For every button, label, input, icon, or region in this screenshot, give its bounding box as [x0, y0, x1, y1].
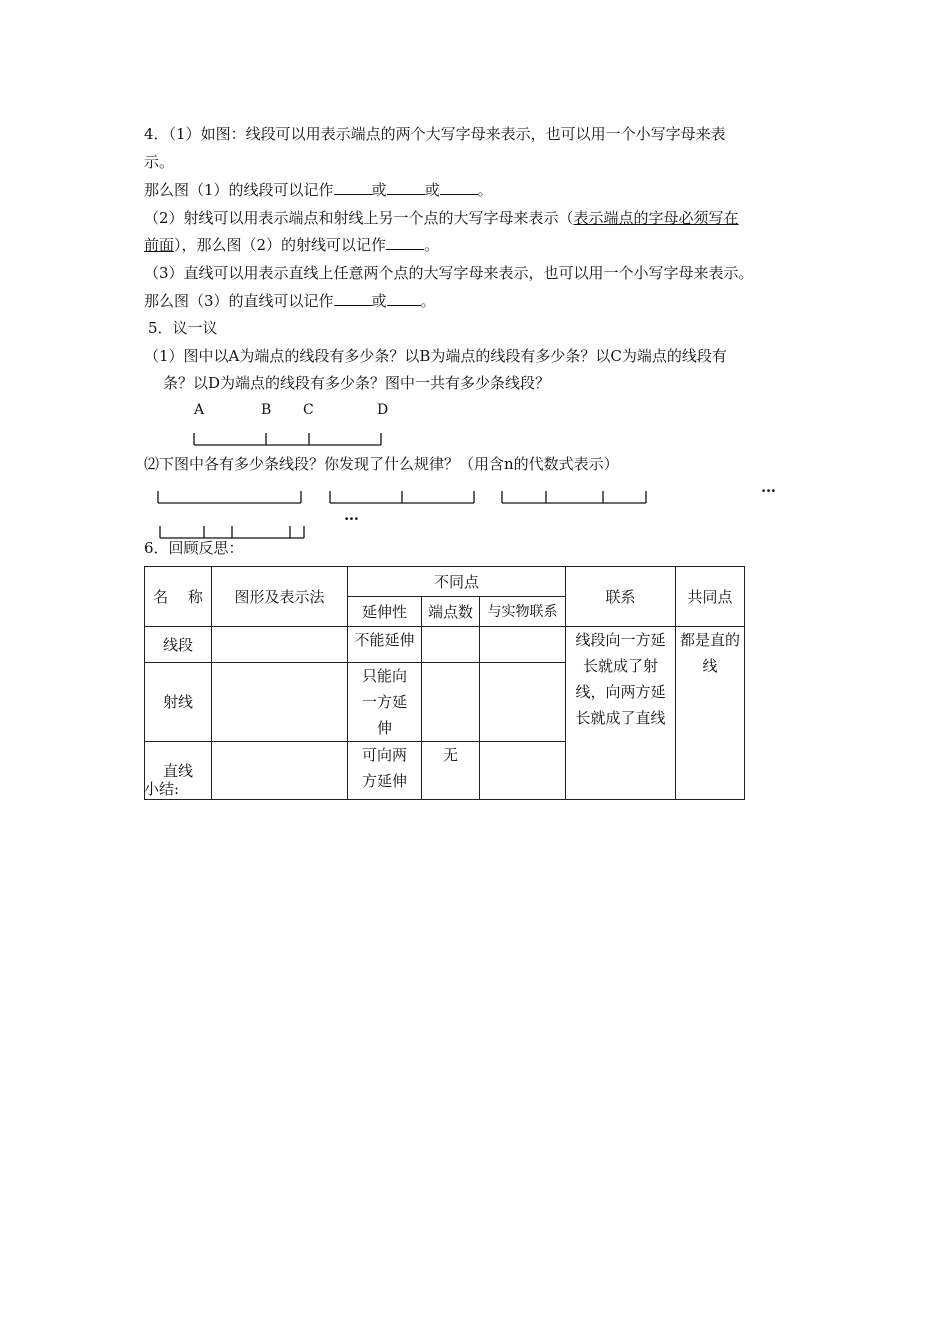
q4-line-prompt: 那么图（3）的直线可以记作 [144, 292, 334, 310]
segment-figures [0, 0, 950, 560]
summary-label: 小结: [144, 780, 180, 798]
relation-cell: 线段向一方延长就成了射线，向两方延长就成了直线 [566, 627, 676, 800]
point-label-d: D [377, 402, 389, 418]
header-extend: 延伸性 [348, 597, 422, 627]
figure-cell[interactable] [212, 627, 348, 663]
or-text-1: 或 [371, 181, 387, 199]
endpoints-cell[interactable] [422, 627, 480, 663]
point-label-c: C [303, 402, 314, 418]
header-common: 共同点 [676, 567, 745, 627]
header-relation: 联系 [566, 567, 676, 627]
q4-ray-note-end: 前面 [144, 236, 175, 254]
segment-figure-5-points [160, 526, 304, 538]
ellipsis-middle: … [344, 506, 360, 524]
figure-cell[interactable] [212, 742, 348, 800]
extend-cell: 只能向一方延伸 [348, 663, 422, 742]
row-name: 线段 [145, 627, 212, 663]
segment-figure-2-points [158, 491, 301, 503]
table-row [145, 627, 745, 663]
or-text-3: 或 [371, 292, 387, 310]
segment-figure-4-points [502, 491, 646, 503]
header-real-object: 与实物联系 [480, 597, 566, 627]
period-2: 。 [424, 236, 440, 254]
point-label-b: B [261, 402, 272, 418]
q4-segment-prompt: 那么图（1）的线段可以记作 [144, 181, 334, 199]
q4-ray-record: ），那么图（2）的射线可以记作 [174, 236, 387, 254]
real-object-cell[interactable] [480, 627, 566, 663]
row-name: 直线 [145, 742, 212, 800]
q6-title: 6．回顾反思： [144, 539, 244, 557]
endpoints-cell: 无 [422, 742, 480, 800]
q4-line-1: 4．（1）如图：线段可以用表示端点的两个大写字母来表示，也可以用一个小写字母来表 [144, 125, 726, 143]
header-figure: 图形及表示法 [212, 567, 348, 627]
period-3: 。 [420, 292, 436, 310]
extend-cell: 可向两方延伸 [348, 742, 422, 800]
q5-part1-line-2: 条？以D为端点的线段有多少条？图中一共有多少条线段？ [163, 374, 551, 392]
header-endpoints: 端点数 [422, 597, 480, 627]
period-1: 。 [477, 181, 493, 199]
endpoints-cell[interactable] [422, 663, 480, 742]
q4-line-2: 示。 [144, 153, 175, 171]
or-text-2: 或 [424, 181, 440, 199]
figure-cell[interactable] [212, 663, 348, 742]
segment-abcd [194, 433, 381, 445]
q5-title: 5．议一议 [148, 319, 218, 337]
extend-cell: 不能延伸 [348, 627, 422, 663]
q4-line-6: （3）直线可以用表示直线上任意两个点的大写字母来表示，也可以用一个小写字母来表示。 [144, 264, 754, 282]
real-object-cell[interactable] [480, 742, 566, 800]
common-cell: 都是直的线 [676, 627, 745, 800]
q5-part2: ⑵下图中各有多少条线段？你发现了什么规律？（用含n的代数式表示） [144, 455, 619, 473]
q5-part1-line-1: （1）图中以A为端点的线段有多少条？以B为端点的线段有多少条？以C为端点的线段有 [144, 347, 727, 365]
ellipsis-right: … [761, 478, 777, 496]
q4-ray-prompt: （2）射线可以用表示端点和射线上另一个点的大写字母来表示（ [144, 209, 574, 227]
segment-figure-3-points [330, 491, 474, 503]
q4-ray-note: 表示端点的字母必须写在 [573, 209, 739, 227]
header-name: 名 称 [145, 567, 212, 627]
row-name: 射线 [145, 663, 212, 742]
header-differences: 不同点 [348, 567, 566, 597]
review-table [144, 566, 745, 800]
real-object-cell[interactable] [480, 663, 566, 742]
point-label-a: A [194, 402, 205, 418]
